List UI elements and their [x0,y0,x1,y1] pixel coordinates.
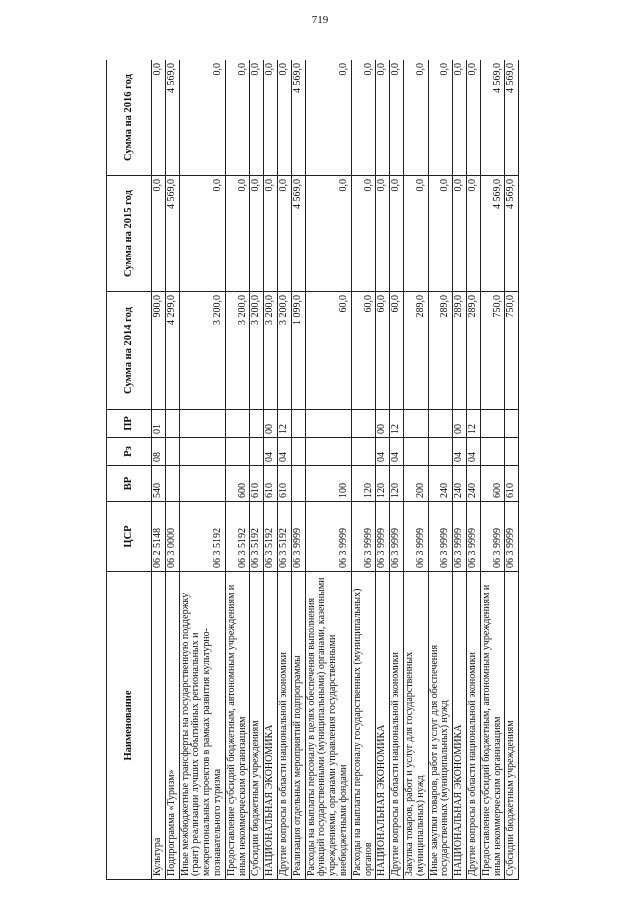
cell-sum-2015: 4 569,0 [165,176,179,292]
cell-vr: 200 [403,466,428,502]
cell-sum-2014: 60,0 [305,292,351,410]
cell-pr [179,410,225,438]
cell-sum-2015: 0,0 [264,176,278,292]
cell-sum-2015: 0,0 [225,176,250,292]
cell-name: Расходы на выплаты персоналу в целях обеспечения выполнения функций государственными (муниципальными) органами, казенными учреждениями, органами управления государственными внебюджетными фондами [305,572,351,880]
cell-pr [250,410,264,438]
cell-sum-2016: 0,0 [250,60,264,176]
table-row [305,60,351,880]
table-row [165,60,179,880]
cell-pr [403,410,428,438]
cell-sum-2014: 3 200,0 [277,292,291,410]
rotated-table-container [106,60,566,880]
cell-vr [165,466,179,502]
cell-pr [225,410,250,438]
cell-csr: 06 3 5192 [250,502,264,572]
cell-sum-2016: 0,0 [277,60,291,176]
cell-rz: 08 [152,438,166,466]
cell-pr: 12 [390,410,404,438]
cell-name: Предоставление субсидий бюджетным, автономным учреждениям и иным некоммерческим организациям [480,572,505,880]
header-sum-2016: Сумма на 2016 год [107,60,152,176]
cell-sum-2016: 0,0 [152,60,166,176]
cell-sum-2014: 60,0 [376,292,390,410]
cell-pr [291,410,305,438]
cell-name: Субсидии бюджетным учреждениям [250,572,264,880]
cell-sum-2016: 0,0 [376,60,390,176]
cell-csr: 06 3 9999 [390,502,404,572]
header-sum-2015: Сумма на 2015 год [107,176,152,292]
cell-name: Расходы на выплаты персоналу государственных (муниципальных) органов [351,572,376,880]
cell-vr [179,466,225,502]
cell-sum-2015: 0,0 [250,176,264,292]
cell-pr: 01 [152,410,166,438]
cell-name: Культура [152,572,166,880]
cell-sum-2015: 0,0 [351,176,376,292]
cell-rz: 04 [466,438,480,466]
cell-csr: 06 3 9999 [505,502,519,572]
cell-name: НАЦИОНАЛЬНАЯ ЭКОНОМИКА [264,572,278,880]
cell-sum-2016: 0,0 [466,60,480,176]
rotated-table-area [106,60,566,880]
table-row [152,60,166,880]
cell-sum-2014: 3 200,0 [264,292,278,410]
cell-sum-2014: 750,0 [480,292,505,410]
cell-sum-2015: 4 569,0 [505,176,519,292]
cell-sum-2016: 4 569,0 [165,60,179,176]
cell-pr: 00 [453,410,467,438]
cell-sum-2015: 0,0 [376,176,390,292]
cell-vr: 540 [152,466,166,502]
table-row [403,60,428,880]
cell-rz [505,438,519,466]
cell-sum-2015: 0,0 [428,176,453,292]
cell-name: НАЦИОНАЛЬНАЯ ЭКОНОМИКА [376,572,390,880]
cell-vr: 120 [390,466,404,502]
cell-vr: 610 [505,466,519,502]
cell-sum-2015: 0,0 [466,176,480,292]
cell-sum-2015: 4 569,0 [291,176,305,292]
cell-sum-2016: 0,0 [305,60,351,176]
cell-rz: 04 [390,438,404,466]
cell-vr: 610 [250,466,264,502]
cell-sum-2014: 289,0 [428,292,453,410]
cell-sum-2016: 0,0 [264,60,278,176]
cell-sum-2014: 1 099,0 [291,292,305,410]
table-row [291,60,305,880]
cell-sum-2014: 900,0 [152,292,166,410]
cell-csr: 06 3 9999 [466,502,480,572]
cell-sum-2014: 4 299,0 [165,292,179,410]
cell-csr: 06 3 9999 [305,502,351,572]
table-row [376,60,390,880]
table-row [351,60,376,880]
cell-name: НАЦИОНАЛЬНАЯ ЭКОНОМИКА [453,572,467,880]
cell-sum-2015: 0,0 [390,176,404,292]
cell-vr: 610 [277,466,291,502]
cell-rz [165,438,179,466]
table-row [264,60,278,880]
cell-vr: 120 [376,466,390,502]
budget-table [106,60,519,880]
table-row [466,60,480,880]
cell-sum-2016: 4 569,0 [480,60,505,176]
cell-rz [428,438,453,466]
cell-vr: 600 [480,466,505,502]
cell-csr: 06 3 9999 [428,502,453,572]
cell-sum-2016: 0,0 [403,60,428,176]
table-row [277,60,291,880]
cell-pr: 00 [376,410,390,438]
header-name: Наименование [107,572,152,880]
cell-vr: 600 [225,466,250,502]
page-number: 719 [311,14,329,26]
cell-name: Закупка товаров, работ и услуг для государственных (муниципальных) нужд [403,572,428,880]
table-row [225,60,250,880]
cell-sum-2014: 3 200,0 [250,292,264,410]
cell-rz: 04 [264,438,278,466]
cell-name: Реализация отдельных мероприятий подпрограммы [291,572,305,880]
cell-pr [480,410,505,438]
cell-sum-2015: 4 569,0 [480,176,505,292]
cell-sum-2014: 3 200,0 [179,292,225,410]
cell-sum-2014: 60,0 [351,292,376,410]
cell-name: Другие вопросы в области национальной экономики [466,572,480,880]
table-row [390,60,404,880]
table-row [453,60,467,880]
cell-vr: 120 [351,466,376,502]
cell-name: Подпрограмма «Туризм» [165,572,179,880]
header-csr: ЦСР [107,502,152,572]
cell-pr [505,410,519,438]
cell-sum-2016: 0,0 [428,60,453,176]
cell-rz [179,438,225,466]
cell-sum-2016: 4 569,0 [505,60,519,176]
cell-pr [351,410,376,438]
cell-sum-2016: 0,0 [351,60,376,176]
table-header-row [107,60,152,880]
cell-sum-2014: 289,0 [466,292,480,410]
table-row [480,60,505,880]
cell-name: Иные межбюджетные трансферты на государственную поддержку (грант) реализации лучших событийных региональных и межрегиональных проектов в рамках развития культурно-познавательного туризма [179,572,225,880]
cell-sum-2015: 0,0 [277,176,291,292]
cell-sum-2016: 4 569,0 [291,60,305,176]
cell-sum-2015: 0,0 [403,176,428,292]
cell-rz [480,438,505,466]
cell-name: Другие вопросы в области национальной экономики [390,572,404,880]
header-sum-2014: Сумма на 2014 год [107,292,152,410]
cell-sum-2015: 0,0 [453,176,467,292]
cell-sum-2014: 3 200,0 [225,292,250,410]
cell-sum-2016: 0,0 [453,60,467,176]
cell-rz: 04 [453,438,467,466]
cell-csr: 06 3 5192 [179,502,225,572]
cell-sum-2016: 0,0 [390,60,404,176]
cell-sum-2016: 0,0 [179,60,225,176]
cell-vr: 240 [428,466,453,502]
cell-pr: 00 [264,410,278,438]
cell-name: Иные закупки товаров, работ и услуг для обеспечения государственных (муниципальных) нужд [428,572,453,880]
cell-sum-2014: 750,0 [505,292,519,410]
cell-csr: 06 3 5192 [225,502,250,572]
cell-csr: 06 3 9999 [291,502,305,572]
cell-csr: 06 3 9999 [403,502,428,572]
cell-csr: 06 3 5192 [264,502,278,572]
cell-rz [250,438,264,466]
cell-sum-2015: 0,0 [179,176,225,292]
header-rz: Рз [107,438,152,466]
cell-csr: 06 3 9999 [453,502,467,572]
cell-rz [351,438,376,466]
cell-rz [305,438,351,466]
cell-pr: 12 [277,410,291,438]
cell-rz [291,438,305,466]
cell-sum-2014: 289,0 [453,292,467,410]
cell-sum-2015: 0,0 [305,176,351,292]
cell-csr: 06 3 0000 [165,502,179,572]
cell-vr: 610 [264,466,278,502]
cell-vr: 240 [453,466,467,502]
cell-csr: 06 3 9999 [351,502,376,572]
cell-csr: 06 3 5192 [277,502,291,572]
cell-name: Другие вопросы в области национальной экономики [277,572,291,880]
header-vr: ВР [107,466,152,502]
cell-vr [291,466,305,502]
cell-vr: 100 [305,466,351,502]
cell-csr: 06 3 9999 [376,502,390,572]
cell-name: Предоставление субсидий бюджетным, автономным учреждениям и иным некоммерческим организациям [225,572,250,880]
cell-rz [403,438,428,466]
header-pr: ПР [107,410,152,438]
cell-pr [428,410,453,438]
cell-rz: 04 [376,438,390,466]
table-row [505,60,519,880]
cell-csr: 06 2 5148 [152,502,166,572]
cell-pr [305,410,351,438]
cell-sum-2015: 0,0 [152,176,166,292]
cell-sum-2016: 0,0 [225,60,250,176]
cell-pr [165,410,179,438]
table-body [152,60,519,880]
cell-rz [225,438,250,466]
table-row [179,60,225,880]
cell-sum-2014: 289,0 [403,292,428,410]
cell-pr: 12 [466,410,480,438]
table-row [428,60,453,880]
cell-sum-2014: 60,0 [390,292,404,410]
cell-vr: 240 [466,466,480,502]
cell-rz: 04 [277,438,291,466]
cell-csr: 06 3 9999 [480,502,505,572]
table-row [250,60,264,880]
cell-name: Субсидии бюджетным учреждениям [505,572,519,880]
